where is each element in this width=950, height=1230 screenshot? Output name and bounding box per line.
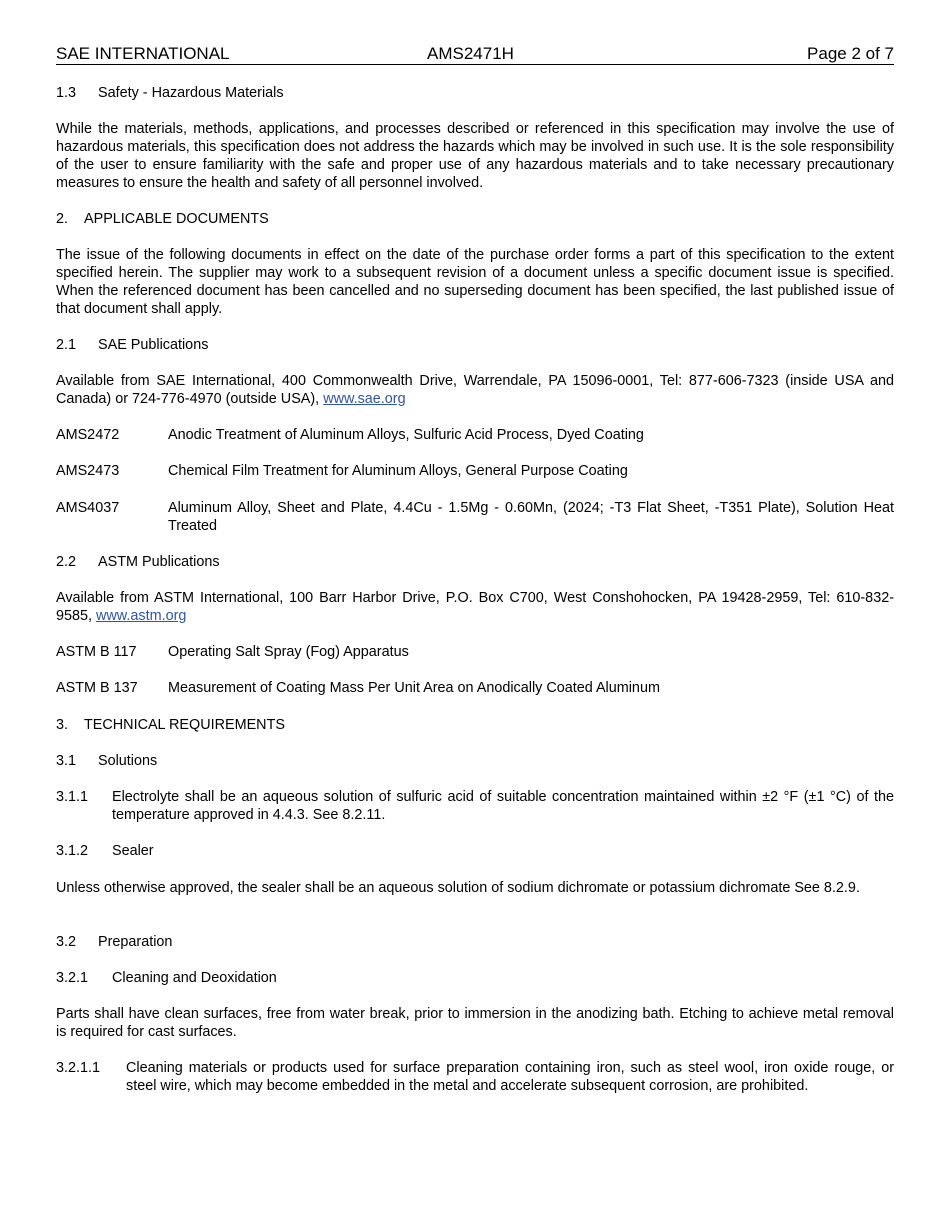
section-number: 1.3 bbox=[56, 85, 77, 101]
section-number: 3.1.1 bbox=[56, 789, 89, 805]
section-number: 2.2 bbox=[56, 554, 77, 570]
section-number: 3.1 bbox=[56, 753, 77, 769]
clause-text: Cleaning materials or products used for surface preparation containing iron, such as steel wool, iron oxide rouge, or steel wire, which may become embedded in the metal and accelerate subsequent corrosion, are prohibited. bbox=[126, 1060, 894, 1094]
paragraph-sae-availability bbox=[56, 372, 894, 408]
paragraph-applicable-documents: The issue of the following documents in effect on the date of the purchase order forms a part of this specification to the extent specified herein. The supplier may work to a subsequent revision of a document unless a specific document issue is specified. When the referenced document has been cancelled and no superseding document has been specified, the last published issue of that document shall apply. bbox=[56, 247, 894, 317]
section-title: Cleaning and Deoxidation bbox=[112, 970, 277, 986]
clause-text: Electrolyte shall be an aqueous solution of sulfuric acid of suitable concentration maintained within ±2 °F (±1 °C) of the temperature approved in 4.4.3. See 8.2.11. bbox=[112, 789, 894, 823]
section-title: Safety - Hazardous Materials bbox=[98, 85, 284, 101]
section-number: 3.2.1 bbox=[56, 970, 89, 986]
paragraph-safety: While the materials, methods, applications, and processes described or referenced in this specification may involve the use of hazardous materials, this specification does not address the hazards which may be involved in such use. It is the sole responsibility of the user to ensure familiarity with the safe and proper use of any hazardous materials and to take necessary precautionary measures to ensure the health and safety of all personnel involved. bbox=[56, 121, 894, 191]
section-number: 2. bbox=[56, 211, 69, 227]
reference-code: AMS4037 bbox=[56, 500, 120, 516]
section-number: 2.1 bbox=[56, 337, 77, 353]
reference-code: AMS2472 bbox=[56, 427, 120, 443]
paragraph-sealer: Unless otherwise approved, the sealer shall be an aqueous solution of sodium dichromate or potassium dichromate See 8.2.9. bbox=[56, 880, 860, 896]
section-number: 3. bbox=[56, 717, 69, 733]
paragraph-astm-availability bbox=[56, 589, 894, 625]
section-title: TECHNICAL REQUIREMENTS bbox=[84, 717, 285, 733]
header-org: SAE INTERNATIONAL bbox=[56, 44, 230, 63]
reference-title: Aluminum Alloy, Sheet and Plate, 4.4Cu - 1.5Mg - 0.60Mn, (2024; -T3 Flat Sheet, -T351 Plate), Solution Heat Treated bbox=[168, 500, 894, 534]
availability-text: Available from ASTM International, 100 Barr Harbor Drive, P.O. Box C700, West Conshohocken, PA 19428-2959, Tel: 610-832-9585, bbox=[56, 590, 894, 624]
sae-website-link[interactable]: www.sae.org bbox=[323, 391, 406, 407]
reference-title: Anodic Treatment of Aluminum Alloys, Sulfuric Acid Process, Dyed Coating bbox=[168, 427, 644, 443]
section-title: Solutions bbox=[98, 753, 158, 769]
reference-code: ASTM B 137 bbox=[56, 680, 138, 696]
header-doc-id: AMS2471H bbox=[427, 44, 514, 63]
section-title: APPLICABLE DOCUMENTS bbox=[84, 211, 269, 227]
section-title: Sealer bbox=[112, 843, 154, 859]
reference-title: Measurement of Coating Mass Per Unit Area on Anodically Coated Aluminum bbox=[168, 680, 660, 696]
section-title: ASTM Publications bbox=[98, 554, 220, 570]
header-page-number: Page 2 of 7 bbox=[807, 44, 894, 63]
reference-title: Chemical Film Treatment for Aluminum Alloys, General Purpose Coating bbox=[168, 463, 628, 479]
astm-website-link[interactable]: www.astm.org bbox=[96, 608, 187, 624]
section-title: Preparation bbox=[98, 934, 173, 950]
section-number: 3.2.1.1 bbox=[56, 1060, 101, 1076]
availability-text: Available from SAE International, 400 Commonwealth Drive, Warrendale, PA 15096-0001, Tel: 877-606-7323 (inside USA and Canada) or 724-776-4970 (outside USA), bbox=[56, 373, 894, 407]
page-header bbox=[56, 44, 894, 65]
reference-code: ASTM B 117 bbox=[56, 644, 137, 660]
paragraph-cleaning: Parts shall have clean surfaces, free from water break, prior to immersion in the anodizing bath. Etching to achieve metal removal is required for cast surfaces. bbox=[56, 1006, 894, 1040]
reference-code: AMS2473 bbox=[56, 463, 120, 479]
section-number: 3.1.2 bbox=[56, 843, 89, 859]
reference-title: Operating Salt Spray (Fog) Apparatus bbox=[168, 644, 409, 660]
section-number: 3.2 bbox=[56, 934, 77, 950]
section-title: SAE Publications bbox=[98, 337, 209, 353]
